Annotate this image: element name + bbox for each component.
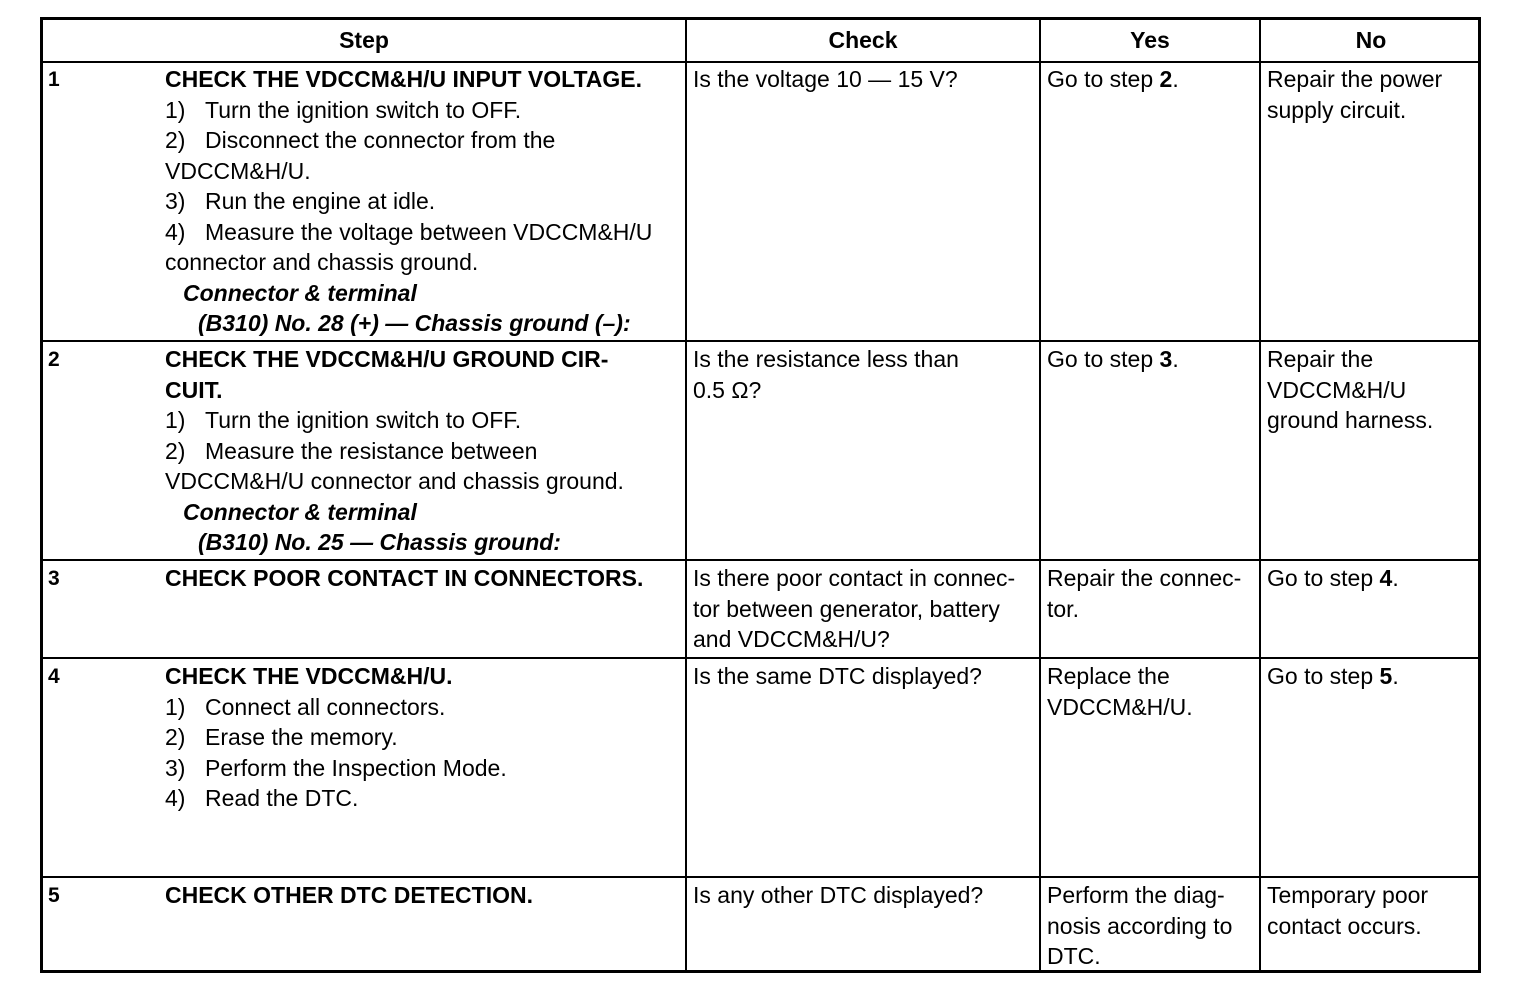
step-item: 1) Turn the ignition switch to OFF. (165, 96, 522, 123)
step-item: 2) Measure the resistance between (165, 437, 538, 464)
yes-cell (1047, 661, 1193, 722)
header-check: Check (828, 27, 898, 53)
step-content (165, 880, 533, 911)
step-item: 2) Erase the memory. (165, 724, 398, 750)
check-cell (693, 64, 958, 95)
check-text: Is the voltage 10 — 15 V? (693, 66, 958, 92)
row-divider (43, 559, 1478, 561)
step-item: 4) Read the DTC. (165, 785, 359, 811)
step-item: 2) Disconnect the connector from the (165, 127, 556, 153)
column-divider (685, 20, 687, 970)
step-number: 3 (48, 567, 60, 590)
connector-terminal: (B310) No. 28 (+) — Chassis ground (–): (198, 310, 631, 336)
yes-cell: Go to step 2. (1047, 66, 1179, 92)
step-content (165, 64, 652, 339)
yes-text: VDCCM&H/U. (1047, 693, 1193, 720)
header-no: No (1355, 27, 1387, 53)
connector-heading: Connector & terminal (183, 279, 417, 306)
check-text: Is any other DTC displayed? (693, 882, 984, 908)
check-cell (693, 344, 959, 405)
check-text: tor between generator, battery (693, 595, 1000, 622)
no-cell (1267, 64, 1442, 125)
step-title: CHECK THE VDCCM&H/U GROUND CIR- (165, 346, 609, 372)
header-divider (43, 61, 1478, 63)
step-title: CHECK THE VDCCM&H/U INPUT VOLTAGE. (165, 66, 643, 92)
column-divider (1259, 20, 1261, 970)
column-divider (1039, 20, 1041, 970)
step-item: 4) Measure the voltage between VDCCM&H/U (165, 218, 653, 245)
yes-cell (1047, 880, 1232, 972)
check-text: Is the resistance less than (693, 346, 959, 372)
step-item-continued: VDCCM&H/U connector and chassis ground. (165, 468, 624, 494)
yes-text: DTC. (1047, 943, 1101, 969)
step-item: 1) Turn the ignition switch to OFF. (165, 407, 522, 433)
row-divider (43, 657, 1478, 659)
no-text: ground harness. (1267, 407, 1434, 433)
row-divider (43, 340, 1478, 342)
step-content (165, 563, 643, 594)
step-title-continued: CUIT. (165, 376, 223, 403)
no-text: Temporary poor (1267, 882, 1429, 908)
step-number: 5 (48, 884, 60, 907)
step-number: 1 (48, 68, 60, 91)
step-number: 2 (48, 348, 60, 371)
yes-cell (1047, 563, 1241, 624)
step-item-continued: VDCCM&H/U. (165, 157, 311, 184)
check-cell (693, 661, 982, 692)
check-text: Is the same DTC displayed? (693, 663, 982, 689)
yes-text: Repair the connec- (1047, 565, 1242, 591)
step-title: CHECK POOR CONTACT IN CONNECTORS. (165, 565, 644, 591)
no-cell (1267, 344, 1433, 436)
check-text: and VDCCM&H/U? (693, 626, 890, 652)
connector-heading: Connector & terminal (183, 498, 417, 525)
step-item: 1) Connect all connectors. (165, 693, 446, 720)
no-text: supply circuit. (1267, 96, 1407, 123)
step-item: 3) Run the engine at idle. (165, 188, 436, 214)
step-content (165, 344, 624, 558)
check-cell (693, 563, 1015, 655)
check-cell (693, 880, 983, 911)
step-title: CHECK OTHER DTC DETECTION. (165, 882, 533, 908)
check-text: Is there poor contact in connec- (693, 565, 1016, 591)
no-cell: Go to step 4. (1267, 565, 1399, 591)
header-yes: Yes (1130, 27, 1170, 53)
no-cell (1267, 880, 1428, 941)
yes-text: nosis according to (1047, 912, 1233, 939)
yes-text: Replace the (1047, 663, 1170, 689)
step-item: 3) Perform the Inspection Mode. (165, 754, 507, 781)
yes-cell: Go to step 3. (1047, 346, 1179, 372)
no-text: VDCCM&H/U (1267, 376, 1407, 403)
yes-text: Perform the diag- (1047, 882, 1225, 908)
row-divider (43, 876, 1478, 878)
no-text: Repair the (1267, 346, 1374, 372)
connector-terminal: (B310) No. 25 — Chassis ground: (198, 529, 561, 555)
diagnostic-table (40, 17, 1481, 973)
step-title: CHECK THE VDCCM&H/U. (165, 663, 453, 689)
step-number: 4 (48, 665, 60, 688)
no-text: contact occurs. (1267, 912, 1422, 939)
check-text: 0.5 Ω? (693, 376, 762, 403)
no-cell: Go to step 5. (1267, 663, 1399, 689)
step-item-continued: connector and chassis ground. (165, 249, 479, 275)
yes-text: tor. (1047, 595, 1079, 622)
no-text: Repair the power (1267, 66, 1443, 92)
header-step: Step (339, 27, 389, 53)
step-content (165, 661, 507, 814)
